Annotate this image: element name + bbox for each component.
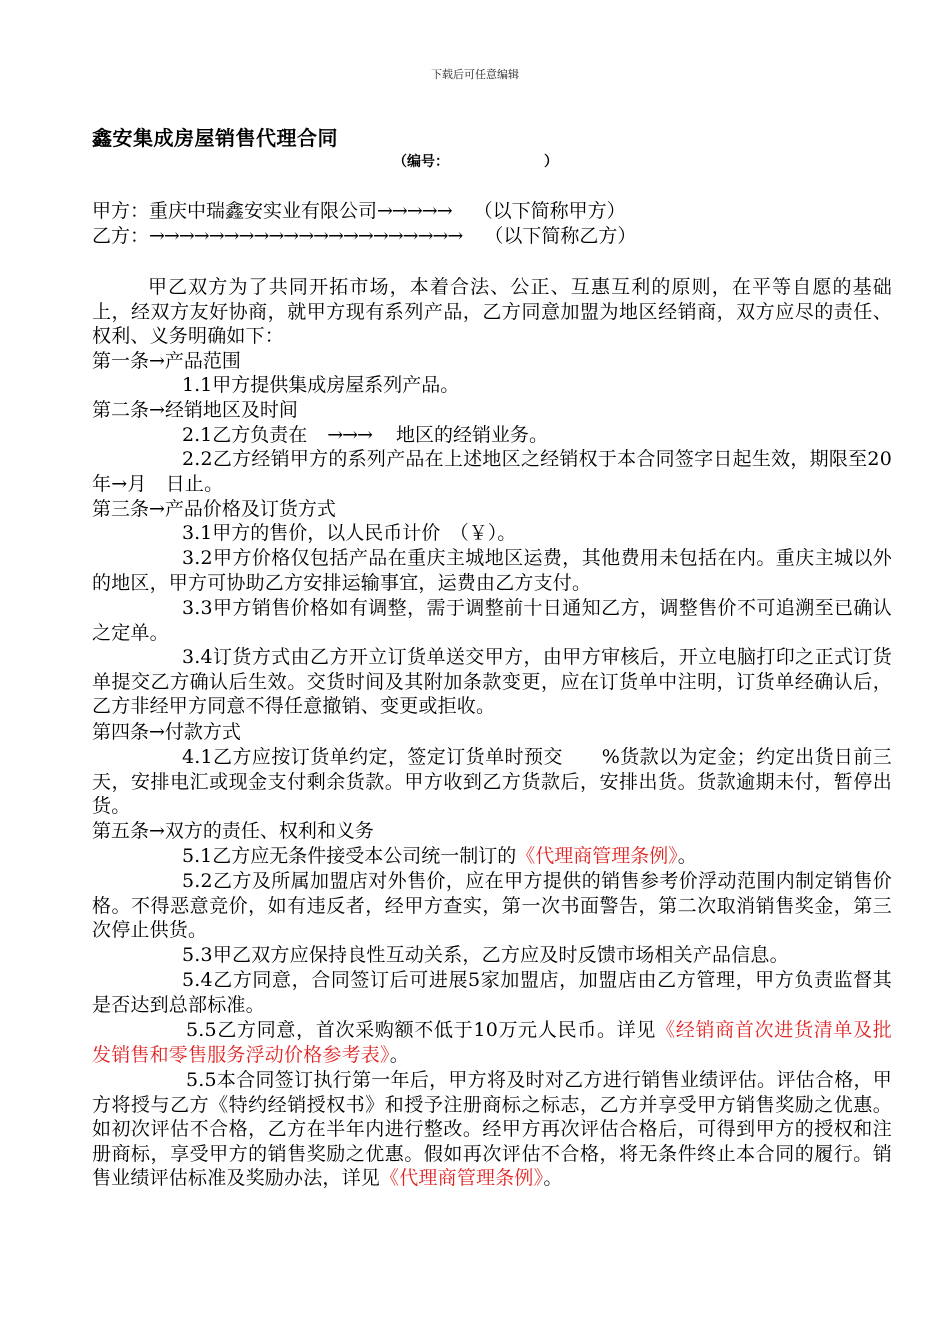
- clause-3-4: 3.4订货方式由乙方开立订货单送交甲方，由甲方审核后，开立电脑打印之正式订货单提交乙方确认后生效。交货时间及其附加条款变更，应在订货单中注明，订货单经确认后，乙方非经甲方同意不得任意撤销、变更或拒收。: [92, 646, 892, 718]
- clause-5-5-purchase-a: 5.5乙方同意，首次采购额不低于10万元人民币。详见: [186, 1019, 657, 1041]
- clause-5-4: 5.4乙方同意，合同签订后可进展5家加盟店，加盟店由乙方管理，甲方负责监督其是否达到总部标准。: [92, 969, 892, 1016]
- clause-3-1: 3.1甲方的售价，以人民币计价 （￥）。: [182, 522, 517, 544]
- clause-5-2: 5.2乙方及所属加盟店对外售价，应在甲方提供的销售参考价浮动范围内制定销售价格。不得恶意竞价，如有违反者，经甲方查实，第一次书面警告，第二次取消销售奖金，第三次停止供货。: [92, 870, 892, 942]
- party-b-label: 乙方：: [92, 225, 150, 247]
- party-b-line: [92, 224, 636, 248]
- clause-5-5-purchase: [92, 1018, 892, 1067]
- clause-5-1-a: 5.1乙方应无条件接受本公司统一制订的: [182, 845, 517, 867]
- section-1-heading: 第一条→产品范围: [92, 350, 241, 372]
- clause-2-2: 2.2乙方经销甲方的系列产品在上述地区之经销权于本合同签字日起生效，期限至20 年→月 日止。: [92, 448, 912, 495]
- clause-5-5-purchase-b: 。: [389, 1043, 409, 1066]
- party-a-suffix: （以下简称甲方）: [473, 200, 626, 222]
- section-3-heading: 第三条→产品价格及订货方式: [92, 498, 336, 520]
- clause-2-1-fill: →→→: [327, 424, 372, 446]
- section-4-heading: 第四条→付款方式: [92, 721, 241, 743]
- clause-4-1: 4.1乙方应按订货单约定，签定订货单时预交 %货款以为定金；约定出货日前三天，安排电汇或现金支付剩余货款。甲方收到乙方货款后，安排出货。货款逾期未付，暂停出货。: [92, 746, 892, 818]
- party-a-fill: →→→→→: [377, 200, 452, 222]
- party-a-label: 甲方：重庆中瑞鑫安实业有限公司: [92, 200, 378, 222]
- header-note: 下载后可任意编辑: [431, 68, 519, 81]
- contract-number-open: （编号：: [393, 154, 449, 170]
- contract-number: [393, 151, 558, 171]
- contract-number-close: ）: [544, 154, 558, 170]
- page-title: 鑫安集成房屋销售代理合同: [92, 126, 338, 150]
- clause-2-1-b: 地区的经销业务。: [395, 424, 548, 446]
- party-b-fill: →→→→→→→→→→→→→→→→→→→→→: [149, 225, 463, 247]
- clause-2-1-a: 2.1乙方负责在: [182, 424, 308, 446]
- clause-3-3: 3.3甲方销售价格如有调整，需于调整前十日通知乙方，调整售价不可追溯至已确认之定单。: [92, 597, 892, 644]
- clause-5-5-eval-b: 。: [543, 1167, 563, 1190]
- party-a-line: [92, 199, 626, 223]
- clause-3-2: 3.2甲方价格仅包括产品在重庆主城地区运费，其他费用未包括在内。重庆主城以外的地区，甲方可协助乙方安排运输事宜，运费由乙方支付。: [92, 547, 892, 594]
- section-2-heading: 第二条→经销地区及时间: [92, 399, 298, 421]
- section-5-heading: 第五条→双方的责任、权利和义务: [92, 820, 374, 842]
- clause-5-3: 5.3甲乙双方应保持良性互动关系，乙方应及时反馈市场相关产品信息。: [182, 944, 789, 966]
- clause-5-5-evaluation: [92, 1068, 892, 1191]
- clause-5-1: [182, 844, 697, 868]
- clause-2-1: [182, 423, 548, 447]
- clause-5-5-purchase-ref: 《经销商首次进货清单及批发销售和零售服务浮动价格参考表》: [92, 1019, 892, 1066]
- clause-5-1-ref: 《代理商管理条例》: [516, 845, 678, 867]
- clause-5-5-eval-a: 5.5本合同签订执行第一年后，甲方将及时对乙方进行销售业绩评估。评估合格，甲方将授与乙方《特约经销授权书》和授予注册商标之标志，乙方并享受甲方销售奖励之优惠。如初次评估不合格，乙方在半年内进行整改。经甲方再次评估合格后，可得到甲方的授权和注册商标，享受甲方的销售奖励之优惠。假如再次评估不合格，将无条件终止本合同的履行。销售业绩评估标准及奖励办法，详见: [92, 1069, 892, 1190]
- party-b-suffix: （以下简称乙方）: [484, 225, 637, 247]
- intro-paragraph: 甲乙双方为了共同开拓市场，本着合法、公正、互惠互利的原则，在平等自愿的基础上，经双方友好协商，就甲方现有系列产品，乙方同意加盟为地区经销商，双方应尽的责任、权利、义务明确如下：: [92, 276, 892, 348]
- clause-5-1-b: 。: [677, 845, 697, 867]
- clause-1-1: 1.1甲方提供集成房屋系列产品。: [182, 374, 460, 396]
- clause-5-5-eval-ref: 《代理商管理条例》: [380, 1167, 544, 1190]
